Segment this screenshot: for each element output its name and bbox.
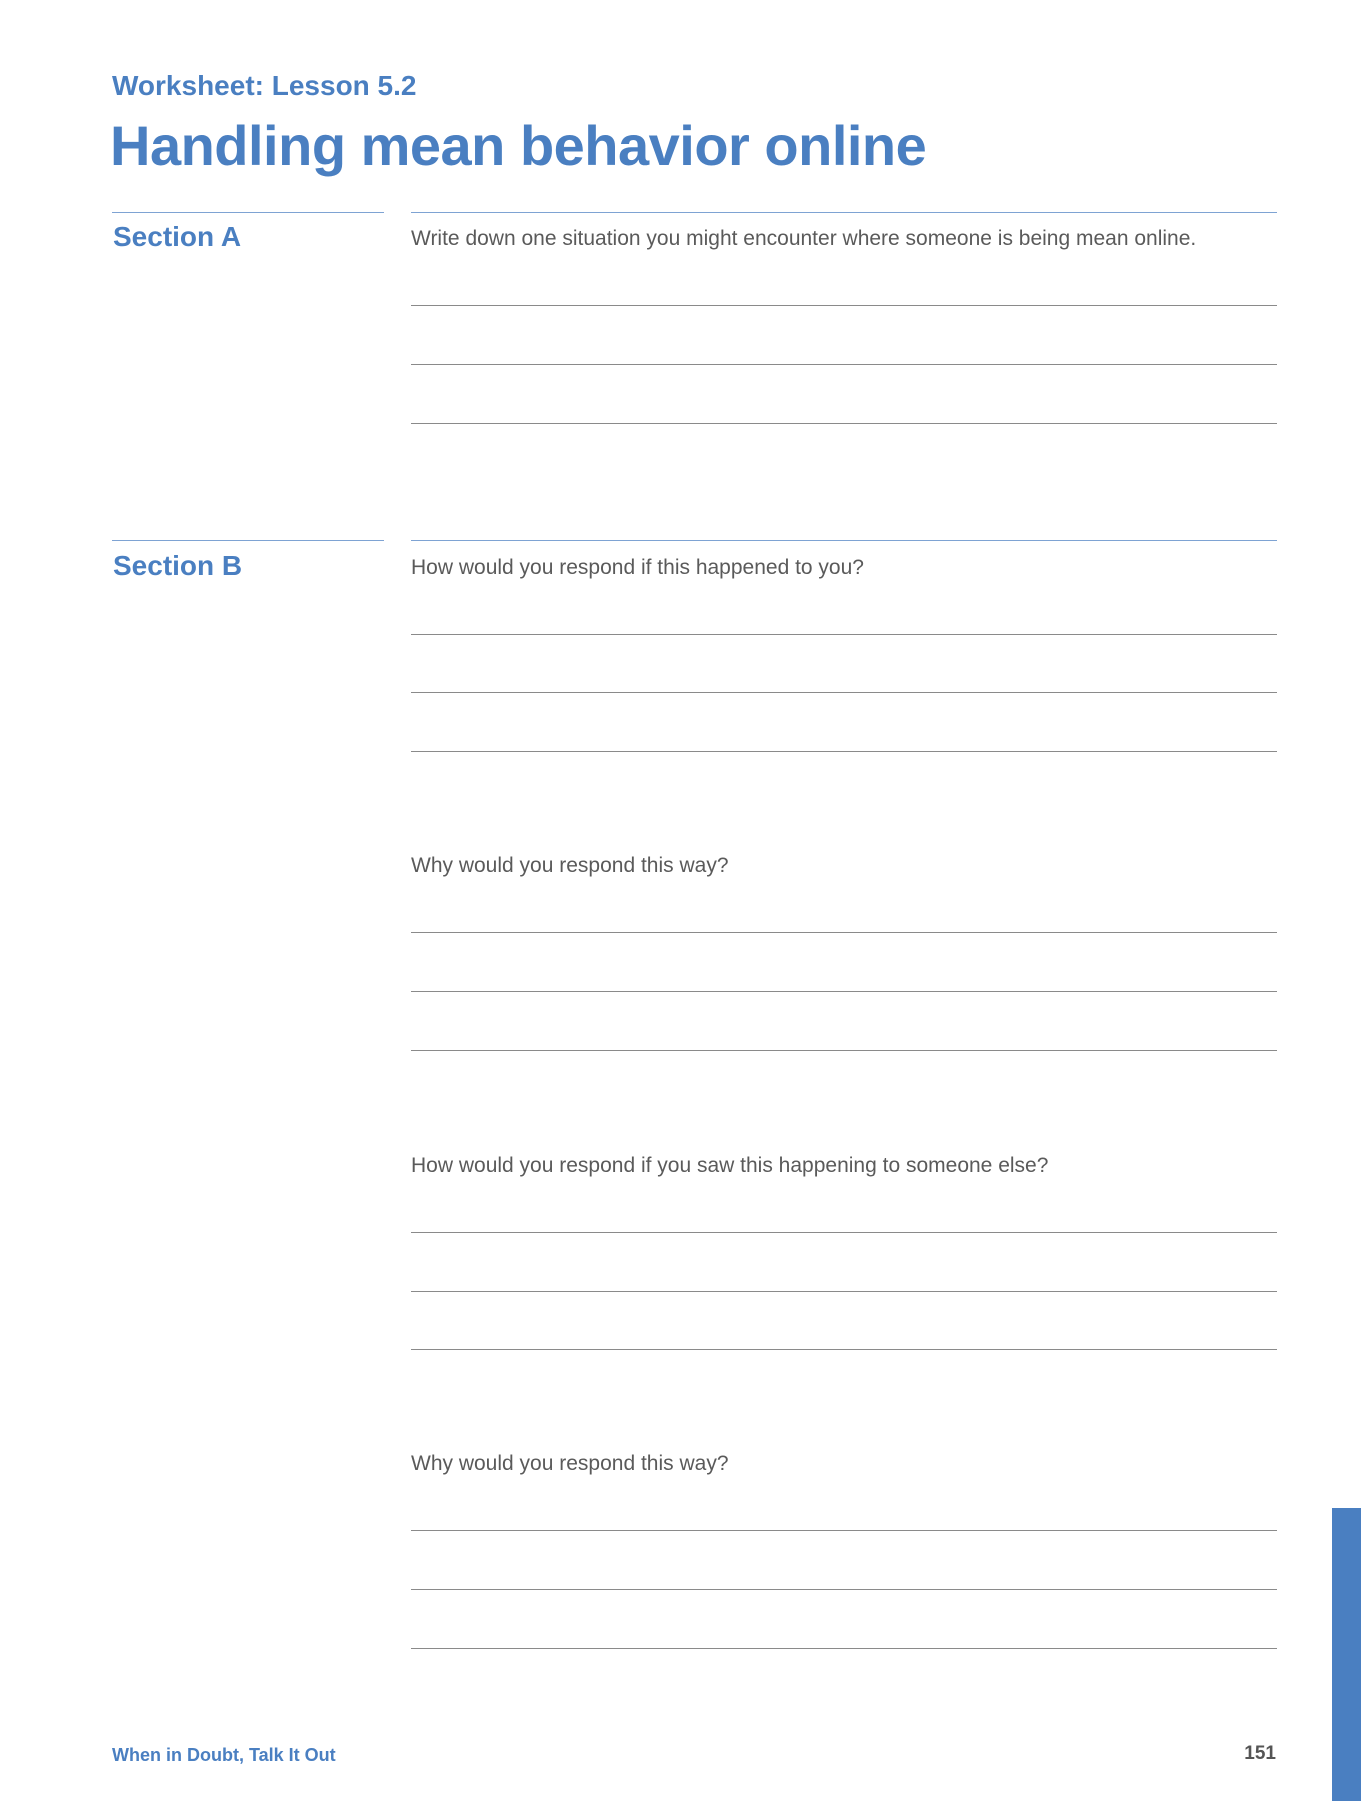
prompt-a1: Write down one situation you might encounter where someone is being mean online. — [411, 227, 1197, 250]
page-title: Handling mean behavior online — [110, 114, 927, 177]
answer-line[interactable] — [411, 634, 1277, 635]
answer-line[interactable] — [411, 932, 1277, 933]
section-b-label: Section B — [113, 550, 243, 581]
answer-line[interactable] — [411, 305, 1277, 306]
section-b-label-rule — [112, 540, 384, 541]
prompt-b4: Why would you respond this way? — [411, 1452, 729, 1475]
side-tab-marker — [1332, 1508, 1361, 1801]
answer-line[interactable] — [411, 1589, 1277, 1590]
answer-line[interactable] — [411, 991, 1277, 992]
page-number: 151 — [1244, 1743, 1276, 1764]
answer-line[interactable] — [411, 1648, 1277, 1649]
answer-line[interactable] — [411, 1349, 1277, 1350]
section-a-label: Section A — [113, 221, 242, 252]
answer-line[interactable] — [411, 692, 1277, 693]
answer-line[interactable] — [411, 1232, 1277, 1233]
answer-line[interactable] — [411, 1291, 1277, 1292]
answer-line[interactable] — [411, 751, 1277, 752]
answer-line[interactable] — [411, 1530, 1277, 1531]
answer-line[interactable] — [411, 1050, 1277, 1051]
prompt-b2: Why would you respond this way? — [411, 854, 729, 877]
worksheet-kicker: Worksheet: Lesson 5.2 — [112, 70, 417, 101]
section-a-content-rule — [411, 212, 1277, 213]
section-a-label-rule — [112, 212, 384, 213]
prompt-b3: How would you respond if you saw this happening to someone else? — [411, 1154, 1049, 1177]
prompt-b1: How would you respond if this happened to you? — [411, 556, 864, 579]
answer-line[interactable] — [411, 423, 1277, 424]
footer-unit-title: When in Doubt, Talk It Out — [112, 1745, 336, 1765]
section-b-content-rule — [411, 540, 1277, 541]
answer-line[interactable] — [411, 364, 1277, 365]
